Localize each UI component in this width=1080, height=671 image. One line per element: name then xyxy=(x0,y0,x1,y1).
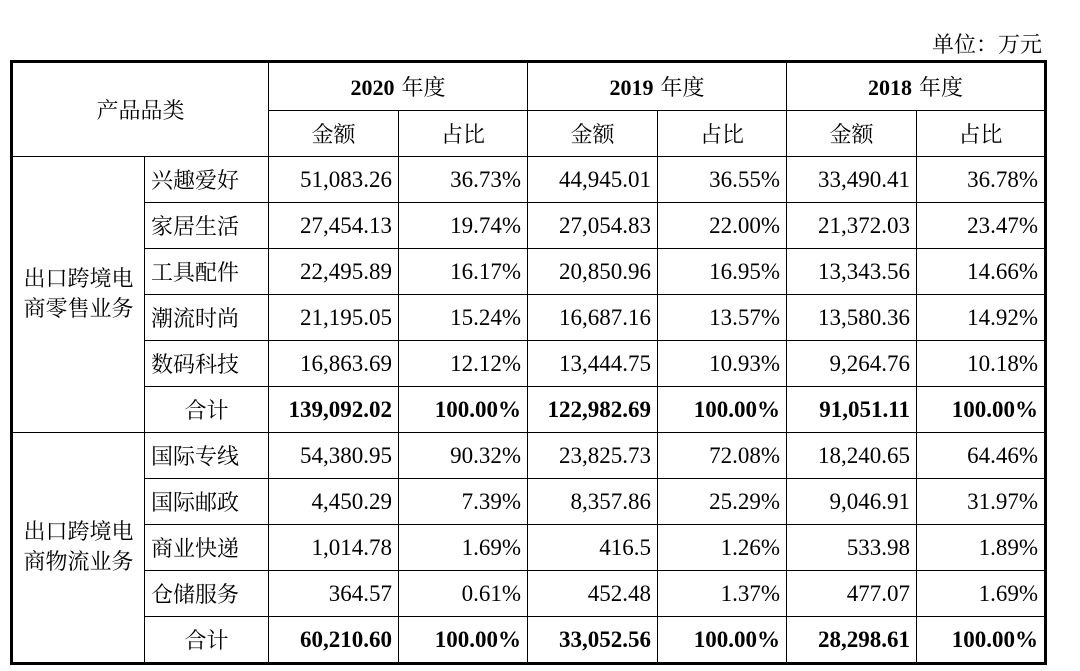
year-header-2020: 2020 年度 xyxy=(269,62,528,111)
total-amount-cell: 33,052.56 xyxy=(528,617,658,664)
item-label: 家居生活 xyxy=(145,203,269,249)
total-share-cell: 100.00% xyxy=(399,387,528,433)
table-row xyxy=(12,295,1046,341)
share-cell: 25.29% xyxy=(658,479,787,525)
share-cell: 0.61% xyxy=(399,571,528,617)
share-cell: 10.18% xyxy=(917,341,1046,387)
amount-cell: 364.57 xyxy=(269,571,399,617)
table-row xyxy=(12,249,1046,295)
share-cell: 1.89% xyxy=(917,525,1046,571)
total-share-cell: 100.00% xyxy=(658,617,787,664)
product-category-table xyxy=(10,60,1047,665)
group-label: 出口跨境电商零售业务 xyxy=(12,157,145,433)
total-row xyxy=(12,387,1046,433)
amount-cell: 22,495.89 xyxy=(269,249,399,295)
share-cell: 1.69% xyxy=(399,525,528,571)
item-label: 商业快递 xyxy=(145,525,269,571)
total-label: 合计 xyxy=(145,387,269,433)
year-header-2018: 2018 年度 xyxy=(787,62,1046,111)
amount-cell: 16,687.16 xyxy=(528,295,658,341)
share-cell: 90.32% xyxy=(399,433,528,479)
amount-cell: 1,014.78 xyxy=(269,525,399,571)
total-row xyxy=(12,617,1046,664)
item-label: 工具配件 xyxy=(145,249,269,295)
share-cell: 64.46% xyxy=(917,433,1046,479)
total-share-cell: 100.00% xyxy=(917,387,1046,433)
share-cell: 1.69% xyxy=(917,571,1046,617)
share-cell: 16.17% xyxy=(399,249,528,295)
share-cell: 14.66% xyxy=(917,249,1046,295)
item-label: 数码科技 xyxy=(145,341,269,387)
amount-cell: 533.98 xyxy=(787,525,917,571)
amount-cell: 21,372.03 xyxy=(787,203,917,249)
category-header: 产品品类 xyxy=(12,62,269,157)
amount-header: 金额 xyxy=(787,111,917,157)
share-cell: 36.78% xyxy=(917,157,1046,203)
share-cell: 31.97% xyxy=(917,479,1046,525)
year-header-2019: 2019 年度 xyxy=(528,62,787,111)
amount-cell: 54,380.95 xyxy=(269,433,399,479)
amount-cell: 8,357.86 xyxy=(528,479,658,525)
share-cell: 12.12% xyxy=(399,341,528,387)
amount-cell: 33,490.41 xyxy=(787,157,917,203)
amount-header: 金额 xyxy=(269,111,399,157)
share-cell: 19.74% xyxy=(399,203,528,249)
amount-cell: 477.07 xyxy=(787,571,917,617)
amount-cell: 9,046.91 xyxy=(787,479,917,525)
unit-label: 单位：万元 xyxy=(931,33,1042,58)
amount-cell: 416.5 xyxy=(528,525,658,571)
group-label: 出口跨境电商物流业务 xyxy=(12,433,145,664)
table-row xyxy=(12,157,1046,203)
amount-cell: 13,343.56 xyxy=(787,249,917,295)
amount-cell: 20,850.96 xyxy=(528,249,658,295)
item-label: 国际邮政 xyxy=(145,479,269,525)
share-cell: 36.55% xyxy=(658,157,787,203)
share-cell: 14.92% xyxy=(917,295,1046,341)
amount-cell: 44,945.01 xyxy=(528,157,658,203)
share-cell: 1.37% xyxy=(658,571,787,617)
amount-cell: 21,195.05 xyxy=(269,295,399,341)
share-header: 占比 xyxy=(658,111,787,157)
total-amount-cell: 28,298.61 xyxy=(787,617,917,664)
share-header: 占比 xyxy=(399,111,528,157)
share-cell: 22.00% xyxy=(658,203,787,249)
item-label: 仓储服务 xyxy=(145,571,269,617)
share-cell: 23.47% xyxy=(917,203,1046,249)
total-amount-cell: 91,051.11 xyxy=(787,387,917,433)
total-label: 合计 xyxy=(145,617,269,664)
share-cell: 13.57% xyxy=(658,295,787,341)
total-amount-cell: 60,210.60 xyxy=(269,617,399,664)
share-cell: 10.93% xyxy=(658,341,787,387)
total-share-cell: 100.00% xyxy=(917,617,1046,664)
amount-cell: 13,580.36 xyxy=(787,295,917,341)
table-row xyxy=(12,341,1046,387)
amount-cell: 23,825.73 xyxy=(528,433,658,479)
item-label: 潮流时尚 xyxy=(145,295,269,341)
table-row xyxy=(12,203,1046,249)
item-label: 国际专线 xyxy=(145,433,269,479)
item-label: 兴趣爱好 xyxy=(145,157,269,203)
total-amount-cell: 139,092.02 xyxy=(269,387,399,433)
amount-cell: 27,454.13 xyxy=(269,203,399,249)
share-cell: 1.26% xyxy=(658,525,787,571)
table-row xyxy=(12,433,1046,479)
amount-cell: 27,054.83 xyxy=(528,203,658,249)
share-cell: 7.39% xyxy=(399,479,528,525)
share-header: 占比 xyxy=(917,111,1046,157)
amount-cell: 16,863.69 xyxy=(269,341,399,387)
table-row xyxy=(12,525,1046,571)
share-cell: 36.73% xyxy=(399,157,528,203)
total-amount-cell: 122,982.69 xyxy=(528,387,658,433)
total-share-cell: 100.00% xyxy=(399,617,528,664)
table-row xyxy=(12,479,1046,525)
amount-header: 金额 xyxy=(528,111,658,157)
table-row xyxy=(12,571,1046,617)
header-row-years xyxy=(12,62,1046,111)
amount-cell: 4,450.29 xyxy=(269,479,399,525)
amount-cell: 51,083.26 xyxy=(269,157,399,203)
amount-cell: 452.48 xyxy=(528,571,658,617)
amount-cell: 13,444.75 xyxy=(528,341,658,387)
total-share-cell: 100.00% xyxy=(658,387,787,433)
share-cell: 15.24% xyxy=(399,295,528,341)
share-cell: 72.08% xyxy=(658,433,787,479)
share-cell: 16.95% xyxy=(658,249,787,295)
amount-cell: 18,240.65 xyxy=(787,433,917,479)
amount-cell: 9,264.76 xyxy=(787,341,917,387)
